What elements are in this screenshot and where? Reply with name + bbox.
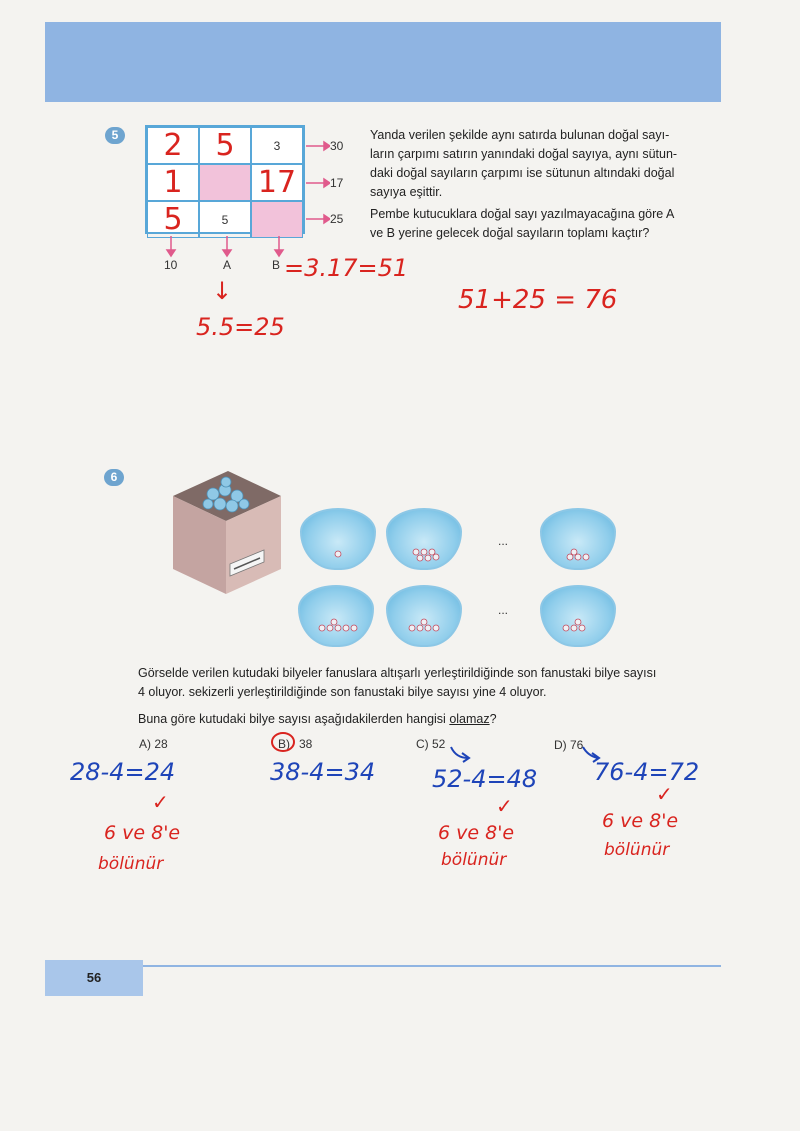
marble-box-illustration [168,466,286,596]
option-b-value[interactable]: 38 [299,737,313,751]
grid-cell-r1c1 [147,127,199,164]
text-line: daki doğal sayıların çarpımı ise sütunun altındaki doğal [370,166,675,180]
hw-check-mark: ✓ [656,782,673,806]
question-6-text [138,664,728,702]
grid-cell-r3c2 [199,201,251,238]
column-arrows [160,234,290,258]
column-label-a: A [223,258,232,272]
row-product-2: 17 [330,176,344,190]
grid-cell-r1c3 [251,127,303,164]
option-a[interactable]: A) 28 [139,737,168,751]
circled-answer-mark [270,731,296,753]
hw-option-d-note-1: 6 ve 8'e [602,810,679,832]
text-line: 4 oluyor. sekizerli yerleştirildiğinde son fanustaki bilye sayısı yine 4 oluyor. [138,685,547,699]
grid-cell-r1c2 [199,127,251,164]
hw-a-calculation: 5.5=25 [196,313,285,341]
footer-rule [45,965,721,967]
column-label-b: B [272,258,281,272]
row-product-3: 25 [330,212,344,226]
grid-cell-pink [251,201,303,238]
hw-option-b-calc: 38-4=34 [270,758,376,786]
ellipsis: ... [498,603,509,617]
text-line: ve B yerine gelecek doğal sayıların toplamı kaçtır? [370,226,650,240]
hw-down-arrow: ↓ [212,277,233,305]
hw-digit: 5 [215,128,235,163]
marbles [300,540,620,640]
hw-option-a-note-1: 6 ve 8'e [104,822,181,844]
question-5-text [370,126,710,243]
column-label-1: 10 [164,258,178,272]
option-d[interactable]: D) 76 [554,738,584,752]
text-line: ların çarpımı satırın yanındaki doğal sayıya, aynı sütun- [370,147,678,161]
text-line: Görselde verilen kutudaki bilyeler fanuslara altışarlı yerleştirildiğinde son fanustaki bilye sayısı [138,666,657,680]
hw-arrow [448,744,474,764]
hw-digit: 1 [163,165,183,200]
row-product-1: 30 [330,139,344,153]
hw-check-mark: ✓ [152,790,169,814]
option-b-letter[interactable]: B) [278,737,290,751]
text-line: Pembe kutucuklara doğal sayı yazılmayacağına göre A [370,207,675,221]
hw-check-mark: ✓ [496,794,513,818]
question-6-badge: 6 [104,469,124,486]
printed-digit: 3 [273,138,281,153]
hw-digit: 2 [163,128,183,163]
number-grid [145,125,305,237]
hw-digit: 17 [257,165,297,200]
page-number: 56 [45,960,143,996]
row-arrows [306,136,330,236]
hw-option-c-note-2: bölünür [441,850,507,870]
option-c[interactable]: C) 52 [416,737,446,751]
hw-option-d-calc: 76-4=72 [594,758,700,786]
text-line: sayıya eşittir. [370,185,443,199]
grid-cell-pink [199,164,251,201]
hw-option-a-calc: 28-4=24 [70,758,176,786]
printed-digit: 5 [221,212,229,227]
grid-cell-r2c1 [147,164,199,201]
grid-cell-r2c3 [251,164,303,201]
hw-option-c-calc: 52-4=48 [432,765,538,793]
question-5-badge: 5 [105,127,125,144]
ellipsis: ... [498,534,509,548]
question-6-prompt [138,710,728,729]
hw-sum-answer: 51+25 = 76 [458,285,618,315]
grid-cell-r3c1 [147,201,199,238]
hw-option-a-note-2: bölünür [98,854,164,874]
text-line: Yanda verilen şekilde aynı satırda bulunan doğal sayı- [370,128,670,142]
prompt-prefix: Buna göre kutudaki bilye sayısı aşağıdakilerden hangisi [138,712,450,726]
hw-digit: 5 [163,202,183,237]
hw-option-c-note-1: 6 ve 8'e [438,822,515,844]
hw-b-calculation: =3.17=51 [284,254,409,282]
hw-option-d-note-2: bölünür [604,840,670,860]
prompt-emphasis: olamaz [449,712,490,726]
prompt-suffix: ? [489,712,497,726]
header-band [45,22,721,102]
